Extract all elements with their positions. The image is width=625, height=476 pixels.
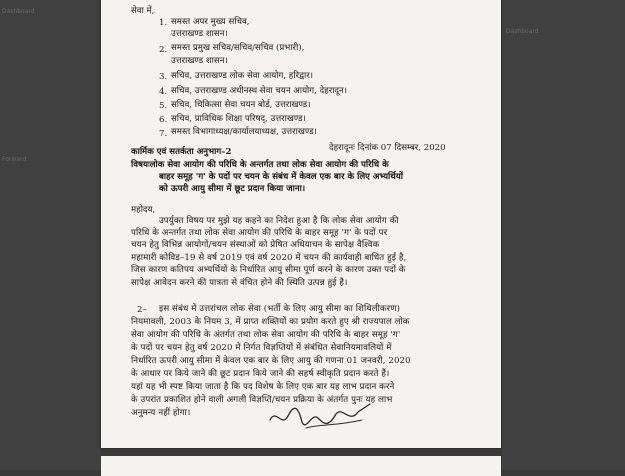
recipient-line: सचिव, उत्तराखण्ड लोक सेवा आयोग, हरिद्वार। <box>171 71 314 81</box>
para2-line: सेवा आयोग की परिधि के अंतर्गत तथा लोक सेवा आयोग की परिधि के बाहर समूह 'ग' <box>131 330 401 340</box>
para2-line: नियमावली, 2003 के नियम 3, में प्राप्त शक्तियों का प्रयोग करते हुए श्री राज्यपाल लोक <box>131 317 410 327</box>
recipient-num: 2. <box>159 45 168 55</box>
para1-line: सापेक्ष आवेदन करने की पात्रता से वंचित होने की स्थिति उत्पन्न हुई है। <box>131 278 348 288</box>
recipient-line: सचिव, प्राविधिक शिक्षा परिषद्, उत्तराखण्ड। <box>171 114 306 124</box>
subject-line: विषयःलोक सेवा आयोग की परिधि के अन्तर्गत तथा लोक सेवा आयोग की परिधि के <box>131 160 389 170</box>
para2-line: इस संबंध में उत्तरांचल लोक सेवा (भर्ती के लिए आयु सीमा का शिथिलीकरण) <box>159 304 401 314</box>
department-name: कार्मिक एवं सतर्कता अनुभाग–2 <box>131 147 232 157</box>
subject-line: बाहर समूह 'ग' के पदों पर चयन के संबंध में केवल एक बार के लिए अभ्यर्थियों <box>159 172 403 182</box>
salutation-to: सेवा में, <box>131 6 155 16</box>
recipient-num: 4. <box>159 87 168 97</box>
subject-line: को ऊपरी आयु सीमा में छूट प्रदान किया जाना। <box>159 184 306 194</box>
recipient-num: 1. <box>159 18 168 28</box>
para1-line: उपर्युक्त विषय पर मुझे यह कहने का निदेश हुआ है कि लोक सेवा आयोग की <box>159 216 399 226</box>
viewer-left-panel <box>0 0 101 470</box>
recipient-num: 5. <box>159 101 168 111</box>
recipient-line: समस्त विभागाध्यक्ष/कार्यालयाध्यक्ष, उत्तराखण्ड। <box>171 127 317 137</box>
para2-line: के पदों पर चयन हेतु वर्ष 2020 में निर्गत विज्ञप्तियों में संबंधित सेवानियमावलियों में <box>131 343 392 353</box>
para1-line: महामारी कोविड–19 से वर्ष 2019 एवं वर्ष 2020 में चयन की कार्यवाही बाधित हुई है, <box>131 253 407 263</box>
recipient-num: 7. <box>159 129 168 139</box>
signature-mark <box>266 398 376 436</box>
right-panel-label: Dashboard <box>506 28 539 35</box>
para2-line: के उपरांत प्रकाशित होने वाली अगली विज्ञप्ति/चयन प्रक्रिया के अंतर्गत पुनः यह लाभ <box>131 395 393 405</box>
left-panel-label: Dashboard <box>2 8 35 15</box>
para2-line: निर्धारित ऊपरी आयु सीमा में केवल एक बार के लिए आयु की गणना 01 जनवरी, 2020 <box>131 356 411 366</box>
para2-line: अनुमन्य नहीं होगा। <box>131 408 191 418</box>
viewer-right-panel <box>502 0 625 470</box>
recipient-line: उत्तराखण्ड शासन। <box>171 56 228 66</box>
recipient-num: 3. <box>159 72 168 82</box>
recipient-num: 6. <box>159 115 168 125</box>
recipient-line: समस्त अपर मुख्य सचिव, <box>171 17 250 27</box>
para2-line: यहां यह भी स्पष्ट किया जाता है कि पद विशेष के लिए एक बार यह लाभ प्रदान करने <box>131 382 395 392</box>
recipient-line: उत्तराखण्ड शासन। <box>171 29 228 39</box>
next-page-edge <box>101 456 501 476</box>
para1-line: जिस कारण कतिपय अभ्यर्थियों के निर्धारित आयु सीमा पूर्ण करने के कारण उक्त पदों के <box>131 265 406 275</box>
recipient-line: सचिव, उत्तराखण्ड अधीनस्थ सेवा चयन आयोग, देहरादून। <box>171 86 348 96</box>
document-page <box>101 0 501 448</box>
recipient-line: समस्त प्रमुख सचिव/सचिव/सचिव (प्रभारी), <box>171 43 305 53</box>
para2-number: 2– <box>137 305 147 315</box>
para2-line: के आधार पर किये जाने की छूट प्रदान किये जाने की सहर्ष स्वीकृति प्रदान करते हैं। <box>131 369 390 379</box>
greeting: महोदय, <box>131 205 156 215</box>
para1-line: परिधि के अन्तर्गत तथा लोक सेवा आयोग की परिधि के बाहर समूह 'ग' के पदों पर <box>131 228 388 238</box>
recipient-line: सचिव, चिकित्सा सेवा चयन बोर्ड, उत्तराखण्ड। <box>171 100 311 110</box>
place-date: देहरादूनः दिनांक 07 दिसम्बर, 2020 <box>329 143 446 153</box>
para1-line: चयन हेतु विभिन्न आयोगों/चयन संस्थाओं को प्रेषित अधियाचन के सापेक्ष वैश्विक <box>131 240 380 250</box>
forward-label[interactable]: Forward <box>2 156 27 163</box>
